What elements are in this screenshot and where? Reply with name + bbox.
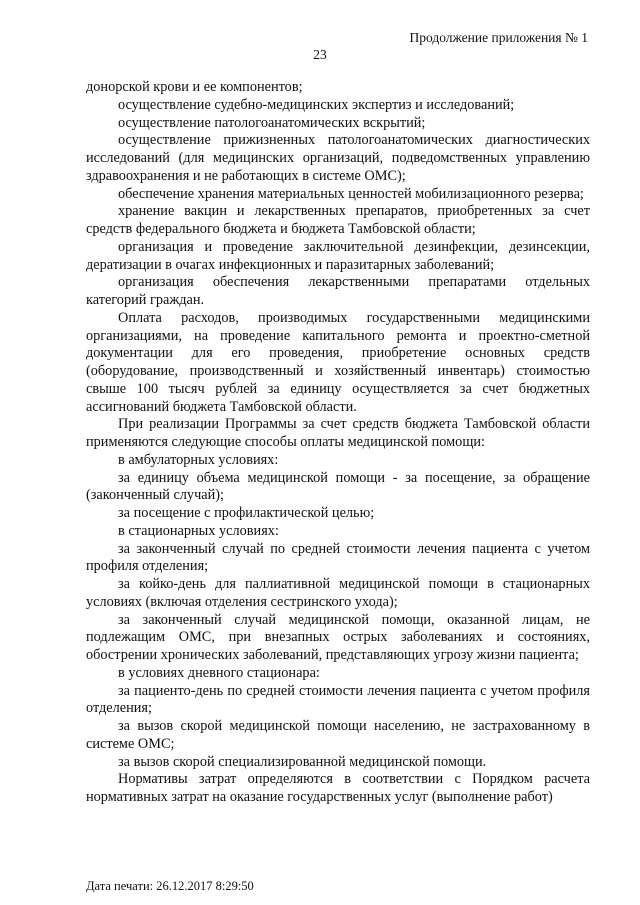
appendix-continuation-note: Продолжение приложения № 1 xyxy=(409,30,588,45)
paragraph: донорской крови и ее компонентов; xyxy=(86,79,303,95)
paragraph: за вызов скорой специализированной медицинской помощи. xyxy=(118,753,487,770)
paragraph: за койко-день для паллиативной медицинской помощи в стационарных условиях (включая отделения сестринского ухода); xyxy=(86,576,590,610)
paragraph: хранение вакцин и лекарственных препаратов, приобретенных за счет средств федерального бюджета и бюджета Тамбовской области; xyxy=(86,203,590,237)
paragraph: за законченный случай по средней стоимости лечения пациента с учетом профиля отделения; xyxy=(86,540,590,575)
paragraph: осуществление судебно-медицинских экспертиз и исследований; xyxy=(118,96,515,113)
paragraph: в амбулаторных условиях: xyxy=(118,451,279,468)
paragraph: организация обеспечения лекарственными препаратами отдельных категорий граждан. xyxy=(86,274,590,308)
print-date: Дата печати: 26.12.2017 8:29:50 xyxy=(86,879,254,893)
paragraph: Оплата расходов, производимых государственными медицинскими организациями, на проведение капитального ремонта и проектно-сметной документации для его проведения, приобретение основных средств (оборудование, производственный и хозяйственный инвентарь) стоимостью свыше 100 тысяч рублей за единицу осуществляется за счет бюджетных ассигнований бюджета Тамбовской области. xyxy=(86,309,590,415)
paragraph: за единицу объема медицинской помощи - за посещение, за обращение (законченный случай); xyxy=(86,469,590,504)
paragraph: При реализации Программы за счет средств бюджета Тамбовской области применяются следующие способы оплаты медицинской помощи: xyxy=(86,416,590,450)
paragraph: за законченный случай медицинской помощи, оказанной лицам, не подлежащим ОМС, при внезапных острых заболеваниях и состояниях, обострении хронических заболеваний, представляющих угрозу жизни пациента; xyxy=(86,611,590,663)
paragraph: в стационарных условиях: xyxy=(118,522,279,539)
paragraph: организация и проведение заключительной дезинфекции, дезинсекции, дератизации в очагах инфекционных и паразитарных заболеваний; xyxy=(86,238,590,273)
page-number: 23 xyxy=(313,47,327,62)
paragraph: за посещение с профилактической целью; xyxy=(118,505,375,521)
paragraph: осуществление прижизненных патологоанатомических диагностических исследований (для медицинских организаций, подведомственных управлению здравоохранения и не работающих в системе ОМС); xyxy=(86,132,590,184)
paragraph: обеспечение хранения материальных ценностей мобилизационного резерва; xyxy=(118,185,584,202)
body-text xyxy=(86,79,590,807)
paragraph: за вызов скорой медицинской помощи населению, не застрахованному в системе ОМС; xyxy=(86,718,590,752)
paragraph: Нормативы затрат определяются в соответствии с Порядком расчета нормативных затрат на оказание государственных услуг (выполнение работ) xyxy=(86,771,590,805)
paragraph: в условиях дневного стационара: xyxy=(118,664,320,681)
paragraph: осуществление патологоанатомических вскрытий; xyxy=(118,114,426,131)
paragraph: за пациенто-день по средней стоимости лечения пациента с учетом профиля отделения; xyxy=(86,682,590,717)
